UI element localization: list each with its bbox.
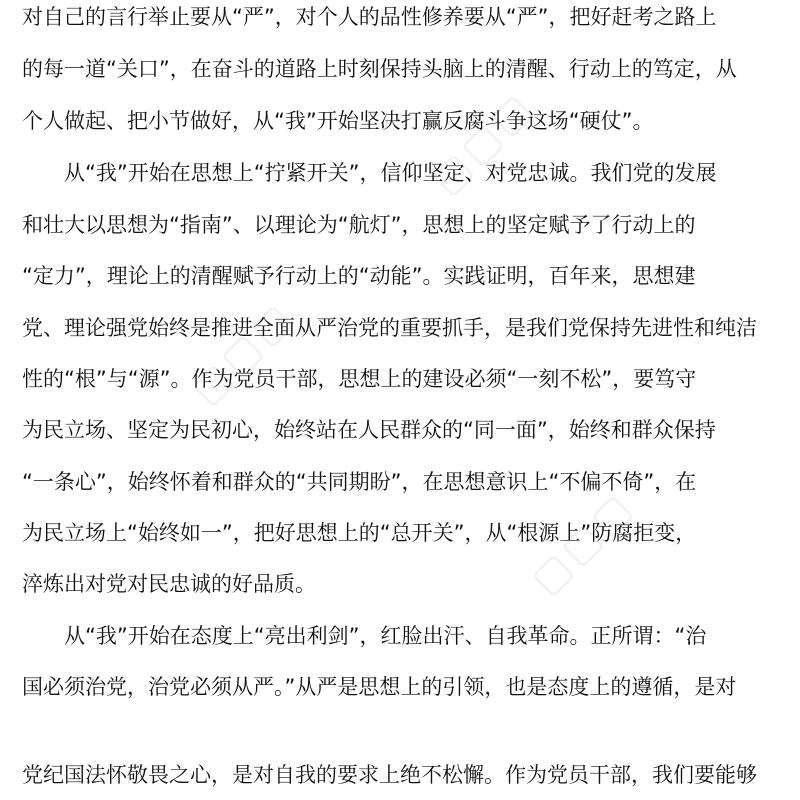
watermark: ▢▢▢ (422, 82, 544, 204)
watermark: ▢▢▢ (182, 292, 304, 414)
text-line: 从“我”开始在思想上“拧紧开关”，信仰坚定、对党忠诚。我们党的发展 (22, 161, 717, 185)
text-line: 为民立场、坚定为民初心，始终站在人民群众的“同一面”，始终和群众保持 (22, 418, 716, 442)
text-line: 的每一道“关口”，在奋斗的道路上时刻保持头脑上的清醒、行动上的笃定，从 (22, 57, 737, 81)
text-line: “定力”，理论上的清醒赋予行动上的“动能”。实践证明，百年来，思想建 (22, 264, 696, 288)
text-line: 国必须治党，治党必须从严。”从严是思想上的引领，也是态度上的遵循，是对 (22, 675, 737, 699)
watermark: ▢▢▢ (522, 482, 644, 604)
text-line: 淬炼出对党对民忠诚的好品质。 (22, 572, 316, 596)
text-line: 党、理论强党始终是推进全面从严治党的重要抓手，是我们党保持先进性和纯洁 (22, 316, 757, 340)
text-line: 为民立场上“始终如一”，把好思想上的“总开关”，从“根源上”防腐拒变， (22, 521, 697, 545)
text-line: 党纪国法怀敬畏之心，是对自我的要求上绝不松懈。作为党员干部，我们要能够 (22, 763, 757, 787)
text-line: 和壮大以思想为“指南”、以理论为“航灯”，思想上的坚定赋予了行动上的 (22, 213, 696, 237)
text-line: 从“我”开始在态度上“亮出利剑”，红脸出汗、自我革命。正所谓：“治 (22, 624, 707, 648)
text-line: 性的“根”与“源”。作为党员干部，思想上的建设必须“一刻不松”，要笃守 (22, 367, 697, 391)
text-line: 对自己的言行举止要从“严”，对个人的品性修养要从“严”，把好赶考之路上 (22, 5, 717, 29)
text-line: 个人做起、把小节做好，从“我”开始坚决打赢反腐斗争这场“硬仗”。 (22, 109, 654, 133)
text-line: “一条心”，始终怀着和群众的“共同期盼”，在思想意识上“不偏不倚”，在 (22, 470, 697, 494)
